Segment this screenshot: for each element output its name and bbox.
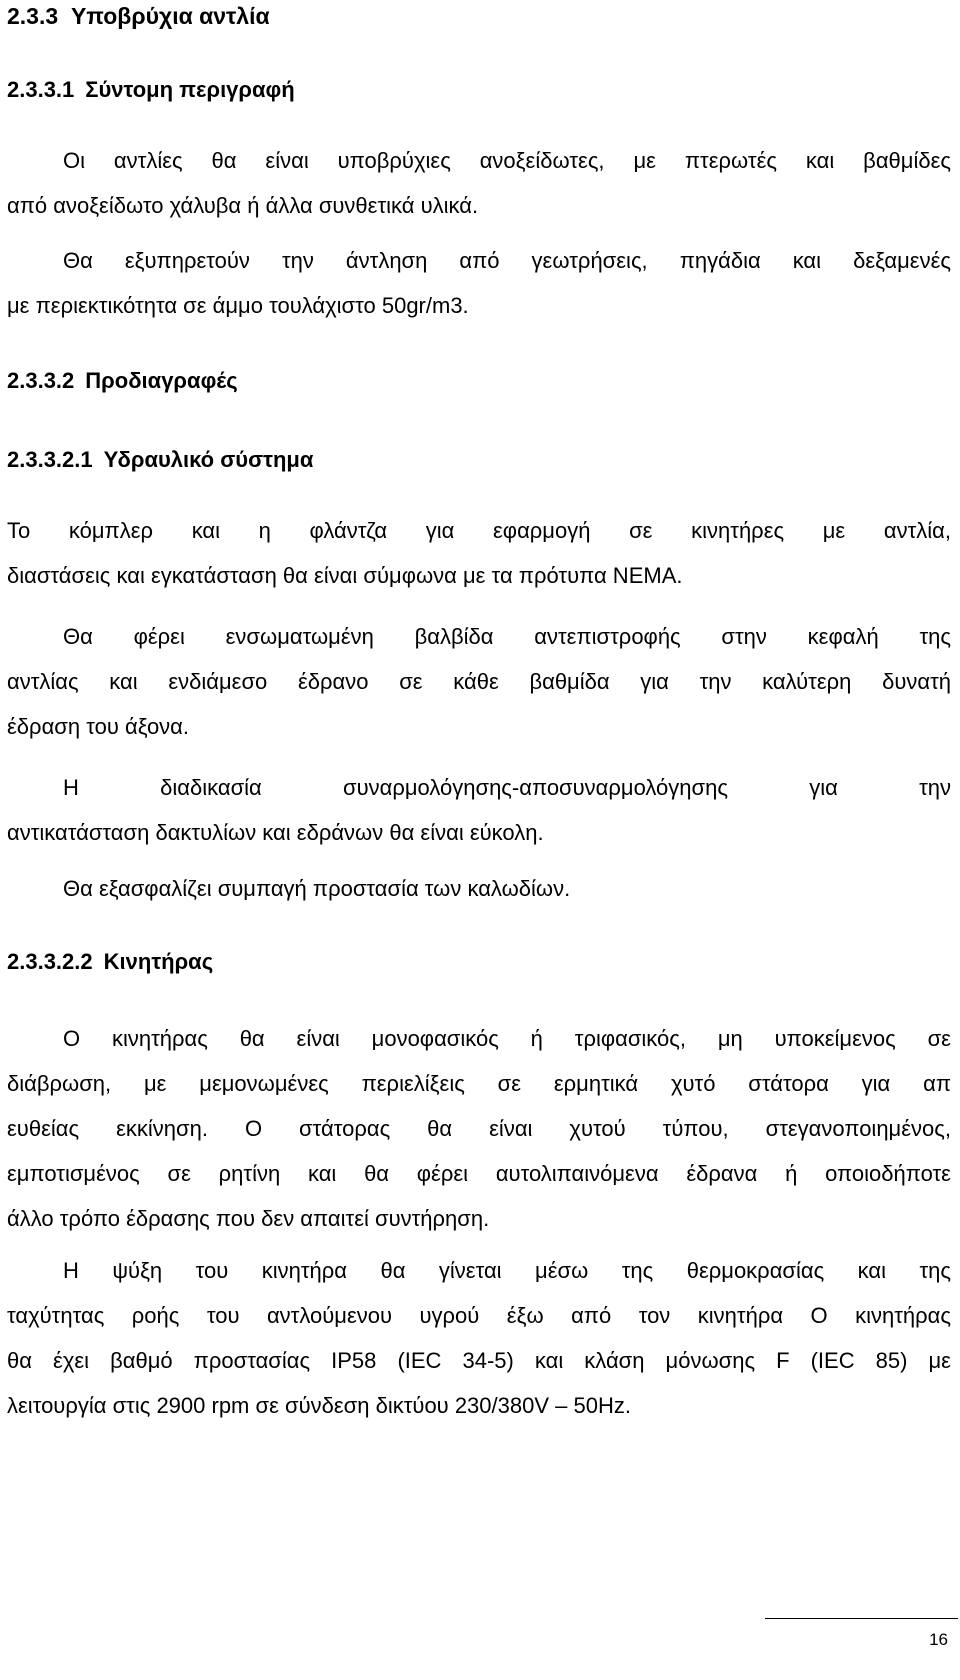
paragraph-coupler-flange [7, 508, 951, 598]
text-line: έδραση του άξονα. [7, 714, 190, 739]
text-line: εμποτισμένος σε ρητίνη και θα φέρει αυτολιπαινόμενα έδρανα ή οποιοδήποτε [7, 1161, 951, 1186]
footer-divider [765, 1618, 958, 1619]
page-number: 16 [929, 1630, 948, 1649]
text-line: Το κόμπλερ και η φλάντζα για εφαρμογή σε κινητήρες με αντλία, [7, 518, 951, 543]
subsection-heading-motor [7, 948, 213, 976]
text-line: με περιεκτικότητα σε άμμο τουλάχιστο 50gr/m3. [7, 293, 469, 318]
paragraph-pumps-usage [7, 238, 951, 328]
text-line: ευθείας εκκίνηση. Ο στάτορας θα είναι χυτού τύπου, στεγανοποιημένος, [7, 1116, 951, 1141]
subsection-number: 2.3.3.2 [7, 368, 75, 393]
text-line: από ανοξείδωτο χάλυβα ή άλλα συνθετικά υλικά. [7, 193, 479, 218]
text-line: Θα εξυπηρετούν την άντληση από γεωτρήσεις, πηγάδια και δεξαμενές [63, 248, 951, 273]
text-line: Η διαδικασία συναρμολόγησης-αποσυναρμολόγησης για την [63, 775, 951, 800]
paragraph-motor-cooling [7, 1248, 951, 1428]
section-number: 2.3.3 [7, 3, 59, 29]
text-line: λειτουργία στις 2900 rpm σε σύνδεση δικτύου 230/380V – 50Hz. [7, 1393, 631, 1418]
section-title: Υποβρύχια αντλία [70, 3, 270, 29]
subsection-heading-short-description [7, 76, 295, 104]
subsection-heading-hydraulic-system [7, 446, 313, 474]
subsection-heading-specifications [7, 367, 238, 395]
paragraph-motor-description [7, 1016, 951, 1241]
text-line: Οι αντλίες θα είναι υποβρύχιες ανοξείδωτες, με πτερωτές και βαθμίδες [63, 148, 951, 173]
text-line: διαστάσεις και εγκατάσταση θα είναι σύμφωνα με τα πρότυπα ΝΕΜΑ. [7, 563, 683, 588]
section-heading [7, 2, 270, 30]
text-line: αντλίας και ενδιάμεσο έδρανο σε κάθε βαθμίδα για την καλύτερη δυνατή [7, 669, 951, 694]
text-line: άλλο τρόπο έδρασης που δεν απαιτεί συντήρηση. [7, 1206, 490, 1231]
text-line: Ο κινητήρας θα είναι μονοφασικός ή τριφασικός, μη υποκείμενος σε [63, 1026, 951, 1051]
text-line: ταχύτητας ροής του αντλούμενου υγρού έξω από τον κινητήρα Ο κινητήρας [7, 1303, 951, 1328]
paragraph-pumps-material [7, 138, 951, 228]
paragraph-check-valve [7, 614, 951, 749]
subsection-title: Σύντομη περιγραφή [85, 77, 295, 102]
subsection-title: Υδραυλικό σύστημα [103, 447, 314, 472]
subsection-number: 2.3.3.2.1 [7, 447, 93, 472]
text-line: διάβρωση, με μεμονωμένες περιελίξεις σε ερμητικά χυτό στάτορα για απ [7, 1071, 951, 1096]
text-line: Θα φέρει ενσωματωμένη βαλβίδα αντεπιστροφής στην κεφαλή της [63, 624, 951, 649]
subsection-number: 2.3.3.2.2 [7, 949, 93, 974]
paragraph-cable-protection [7, 866, 951, 911]
text-line: Η ψύξη του κινητήρα θα γίνεται μέσω της θερμοκρασίας και της [63, 1258, 951, 1283]
subsection-title: Προδιαγραφές [85, 368, 238, 393]
text-line: θα έχει βαθμό προστασίας IP58 (IEC 34-5) και κλάση μόνωσης F (IEC 85) με [7, 1348, 951, 1373]
text-line: αντικατάσταση δακτυλίων και εδράνων θα είναι εύκολη. [7, 820, 544, 845]
subsection-number: 2.3.3.1 [7, 77, 75, 102]
text-line: Θα εξασφαλίζει συμπαγή προστασία των καλωδίων. [63, 876, 571, 901]
subsection-title: Κινητήρας [103, 949, 214, 974]
paragraph-assembly [7, 765, 951, 855]
